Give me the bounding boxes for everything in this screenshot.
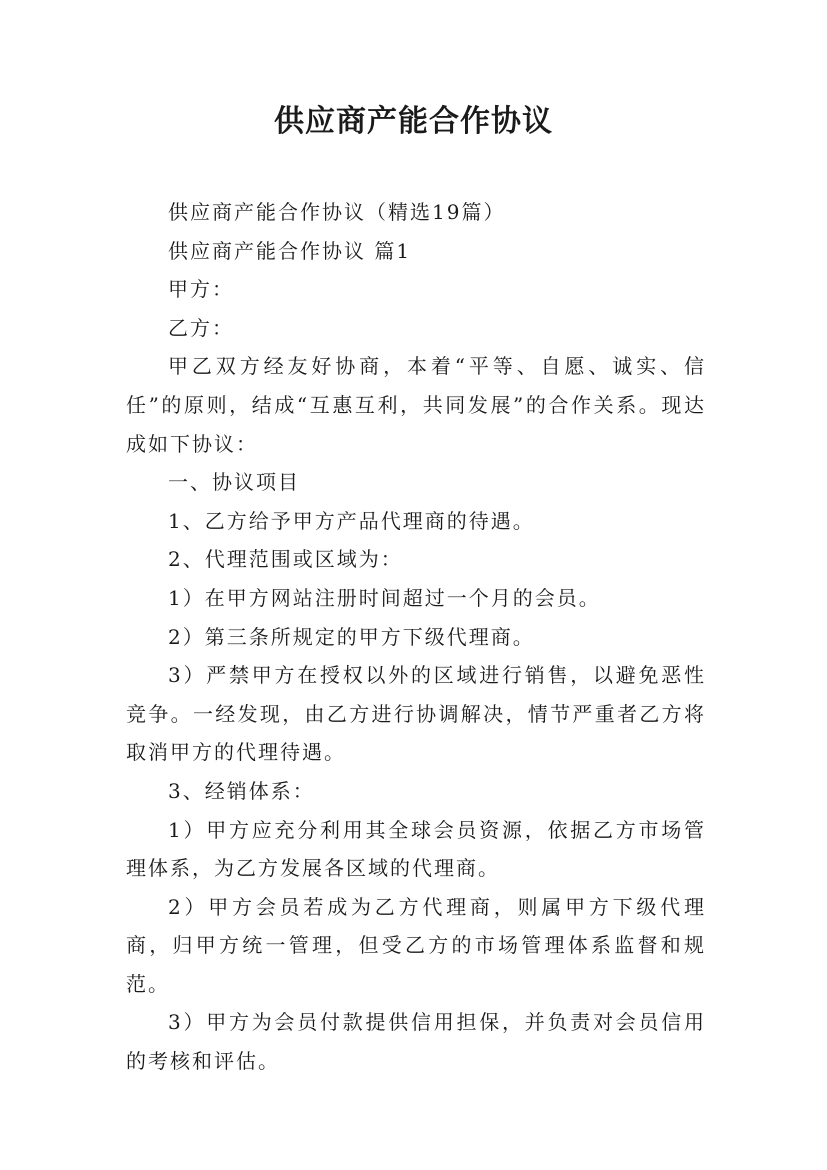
paragraph-party-b: 乙方： (168, 315, 234, 340)
document-title: 供应商产能合作协议 (274, 104, 553, 139)
paragraph-subitem: 2）甲方会员若成为乙方代理商，则属甲方下级代理商，归甲方统一管理，但受乙方的市场管理体系监督和规范。 (126, 894, 706, 996)
document-body (126, 193, 706, 1081)
paragraph-clause-1-heading: 一、协议项目 (168, 470, 300, 495)
paragraph-item: 2、代理范围或区域为： (168, 547, 403, 572)
paragraph-section-heading: 供应商产能合作协议 篇1 (168, 238, 412, 263)
paragraph-subtitle: 供应商产能合作协议（精选19篇） (168, 200, 506, 224)
paragraph-subitem: 2）第三条所规定的甲方下级代理商。 (168, 624, 535, 649)
paragraph-item: 3、经销体系： (168, 778, 315, 803)
paragraph-preamble: 甲乙双方经友好协商，本着“平等、自愿、诚实、信任”的原则，结成“互惠互利，共同发展”的合作关系。现达成如下协议： (126, 354, 706, 456)
paragraph-subitem: 3）甲方为会员付款提供信用担保，并负责对会员信用的考核和评估。 (126, 1010, 706, 1074)
paragraph-subitem: 1）在甲方网站注册时间超过一个月的会员。 (168, 585, 601, 610)
paragraph-item: 1、乙方给予甲方产品代理商的待遇。 (168, 508, 535, 533)
paragraph-subitem: 3）严禁甲方在授权以外的区域进行销售，以避免恶性竞争。一经发现，由乙方进行协调解决，情节严重者乙方将取消甲方的代理待遇。 (126, 663, 706, 765)
paragraph-party-a: 甲方： (168, 277, 234, 302)
paragraph-subitem: 1）甲方应充分利用其全球会员资源，依据乙方市场管理体系，为乙方发展各区域的代理商。 (126, 817, 706, 881)
